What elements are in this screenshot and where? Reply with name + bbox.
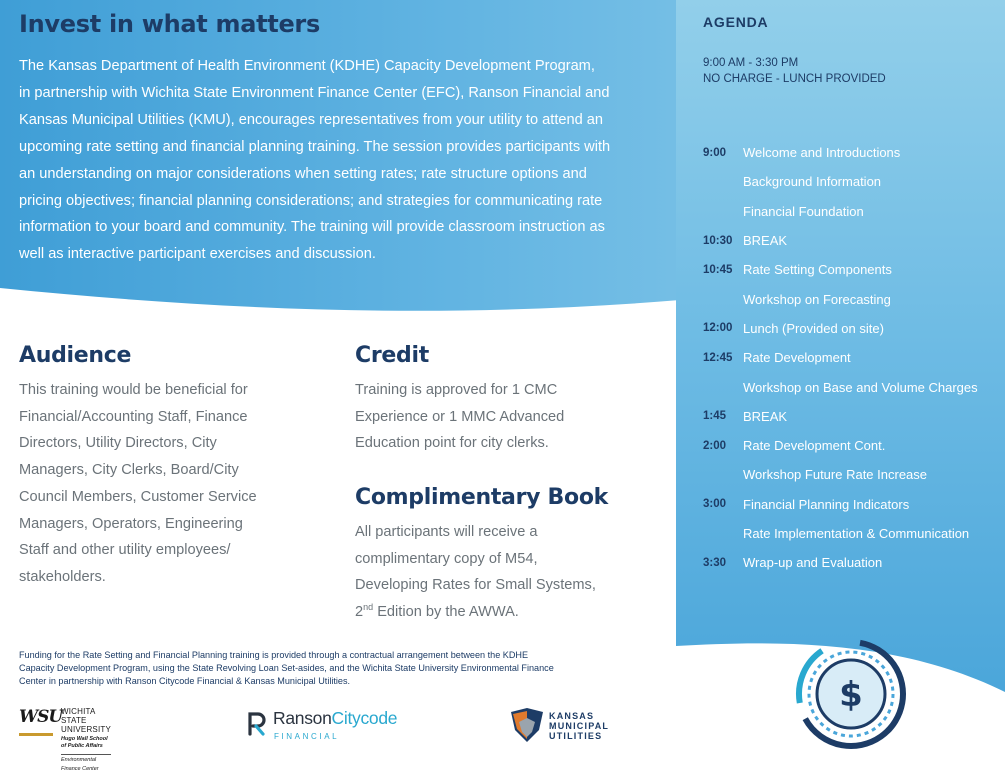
- book-line: Developing Rates for Small Systems,: [355, 577, 596, 594]
- kmu-shield-icon: [509, 708, 545, 744]
- book-line: complimentary copy of M54,: [355, 550, 538, 567]
- ranson-word: Ranson: [273, 708, 332, 728]
- agenda-item: Background Information: [743, 174, 882, 190]
- agenda-row: [703, 284, 1003, 313]
- wsu-name-line: UNIVERSITY: [61, 725, 112, 734]
- agenda-time: 10:30: [703, 234, 733, 247]
- agenda-time: 10:45: [703, 263, 733, 276]
- edition-rest: Edition by the AWWA.: [373, 604, 519, 621]
- agenda-note: NO CHARGE - LUNCH PROVIDED: [703, 73, 886, 85]
- audience-heading: Audience: [19, 343, 132, 368]
- intro-paragraph: [19, 53, 644, 268]
- agenda-row: [703, 226, 1003, 255]
- intro-line: Kansas Municipal Utilities (KMU), encourages representatives from your utility to attend an: [19, 111, 604, 128]
- agenda-row: [703, 314, 1003, 343]
- credit-line: Experience or 1 MMC Advanced: [355, 408, 565, 425]
- agenda-row: [703, 402, 1003, 431]
- funding-line: Center in partnership with Ranson Citycode Financial & Kansas Municipal Utilities.: [19, 676, 351, 686]
- funding-note: [19, 649, 619, 688]
- agenda-row: [703, 197, 1003, 226]
- agenda-row: [703, 490, 1003, 519]
- agenda-row: [703, 460, 1003, 489]
- book-line: [355, 599, 596, 626]
- agenda-info: [703, 55, 886, 87]
- book-line: All participants will receive a: [355, 524, 538, 540]
- agenda-time: 9:00: [703, 146, 727, 159]
- book-text: [355, 519, 596, 626]
- agenda-item: Workshop Future Rate Increase: [743, 467, 928, 483]
- funding-line: Funding for the Rate Setting and Financial Planning training is provided through a contractual arrangement between the KDHE: [19, 650, 529, 660]
- intro-line: upcoming rate setting and financial planning training. The session provides participants with: [19, 138, 611, 155]
- intro-line: information to your board and community. The training will provide classroom instruction as: [19, 219, 605, 236]
- intro-line: The Kansas Department of Health Environment (KDHE) Capacity Development Program,: [19, 58, 595, 74]
- kmu-line: KANSAS: [549, 711, 595, 721]
- agenda-row: [703, 167, 1003, 196]
- agenda-row: [703, 548, 1003, 577]
- agenda-time: 2:00: [703, 439, 727, 452]
- kmu-wordmark: [549, 711, 609, 741]
- agenda-item: Workshop on Forecasting: [743, 291, 891, 307]
- audience-line: Managers, Operators, Engineering: [19, 515, 243, 532]
- wsu-center-line: Environmental Finance Center: [61, 754, 111, 774]
- audience-text: [19, 377, 257, 591]
- agenda-time: 12:00: [703, 322, 733, 335]
- agenda-list: [703, 138, 1003, 577]
- intro-line: pricing objectives; financial planning considerations; and strategies for communicating rate: [19, 192, 603, 209]
- agenda-row: [703, 255, 1003, 284]
- agenda-time: 3:00: [703, 498, 727, 511]
- agenda-item: Financial Planning Indicators: [743, 496, 910, 512]
- funding-line: Capacity Development Program, using the State Revolving Loan Set-asides, and the Wichita State University Environmental Finance: [19, 663, 554, 673]
- citycode-word: Citycode: [331, 708, 398, 728]
- edition-number: 2: [355, 604, 364, 621]
- book-heading: Complimentary Book: [355, 485, 608, 510]
- credit-line: Training is approved for 1 CMC: [355, 382, 558, 398]
- agenda-time: 12:45: [703, 351, 733, 364]
- agenda-time: 3:30: [703, 556, 727, 569]
- agenda-time: 1:45: [703, 410, 727, 423]
- ranson-wordmark: [273, 708, 397, 729]
- agenda-item: Lunch (Provided on site): [743, 320, 884, 336]
- agenda-item: Wrap-up and Evaluation: [743, 555, 883, 571]
- audience-line: Financial/Accounting Staff, Finance: [19, 408, 248, 425]
- audience-line: Staff and other utility employees/: [19, 542, 231, 559]
- wsu-school-line: of Public Affairs: [61, 743, 103, 749]
- intro-line: well as interactive participant exercises and discussion.: [19, 246, 376, 263]
- agenda-item: Rate Development Cont.: [743, 438, 886, 454]
- audience-line: Directors, Utility Directors, City: [19, 435, 217, 452]
- agenda-item: Workshop on Base and Volume Charges: [743, 379, 978, 395]
- ranson-r-icon: [247, 710, 267, 736]
- intro-line: an understanding on major considerations when setting rates; rate structure options and: [19, 165, 587, 182]
- agenda-heading: AGENDA: [703, 14, 769, 30]
- kmu-line: MUNICIPAL: [549, 721, 610, 731]
- dollar-sign: $: [839, 675, 863, 715]
- agenda-item: Financial Foundation: [743, 203, 864, 219]
- shocker-icon: WSU: [19, 707, 53, 736]
- agenda-time-range: 9:00 AM - 3:30 PM: [703, 57, 799, 69]
- agenda-item: Rate Implementation & Communication: [743, 526, 970, 541]
- agenda-item: BREAK: [743, 408, 788, 424]
- agenda-item: Rate Development: [743, 350, 851, 366]
- credit-text: [355, 377, 564, 457]
- agenda-row: [703, 431, 1003, 460]
- ranson-financial-label: FINANCIAL: [274, 732, 340, 741]
- wsu-school-line: Hugo Wall School: [61, 736, 108, 742]
- kmu-line: UTILITIES: [549, 731, 603, 741]
- agenda-item: Welcome and Introductions: [743, 145, 901, 161]
- page-title: Invest in what matters: [19, 10, 320, 38]
- credit-line: Education point for city clerks.: [355, 435, 549, 452]
- audience-line: stakeholders.: [19, 568, 106, 585]
- wsu-wordmark: [61, 707, 111, 774]
- wsu-name-line: WICHITA STATE: [61, 707, 96, 725]
- agenda-row: [703, 138, 1003, 167]
- intro-line: in partnership with Wichita State Environment Finance Center (EFC), Ranson Financial and: [19, 84, 610, 101]
- audience-line: This training would be beneficial for: [19, 382, 248, 398]
- edition-suffix: nd: [363, 602, 374, 613]
- agenda-row: [703, 343, 1003, 372]
- audience-line: Managers, City Clerks, Board/City: [19, 462, 239, 479]
- agenda-row: [703, 372, 1003, 401]
- agenda-item: BREAK: [743, 233, 788, 249]
- audience-line: Council Members, Customer Service: [19, 488, 257, 505]
- dollar-coin-icon: [795, 638, 907, 750]
- agenda-item: Rate Setting Components: [743, 262, 892, 278]
- agenda-row: [703, 519, 1003, 548]
- credit-heading: Credit: [355, 343, 429, 368]
